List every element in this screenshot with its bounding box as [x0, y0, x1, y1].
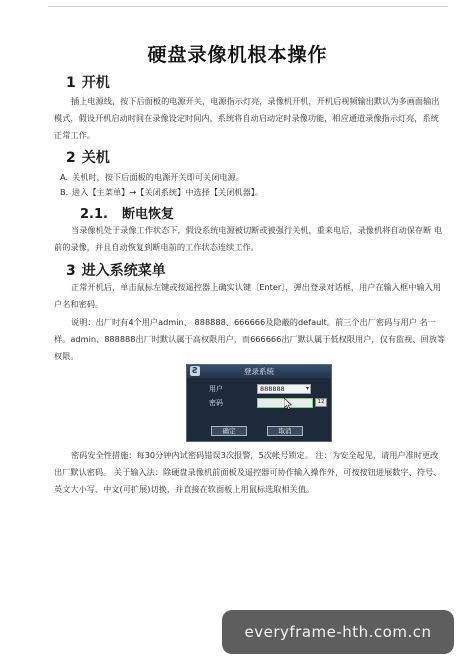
paragraph-power-recovery: 当录像机处于录像工作状态下，假设系统电源被切断或被强行关机，重来电后，录像机将自动保存断 电前的录像，并且自动恢复到断电前的工作状态连续工作。 [54, 225, 443, 252]
paragraph-security-notes: 密码安全性措施：每30分钟内试密码错误3次报警，5次帐号锁定。 注：为安全起见，请用户准时更改出厂默认密码。 关于输入法：除硬盘录像机前面板及遥控器可协作输入操作外，可按按钮进展数字、符号、英文大小写、中文(可扩展)切换，并直接在软面板上用鼠标选取相关值。 [54, 450, 442, 494]
ok-button[interactable]: 确定 [211, 426, 247, 436]
list-item-b [60, 185, 450, 199]
section-heading-enter-menu [66, 260, 166, 280]
section-number: 1 [66, 75, 76, 91]
document-title: 硬盘录像机根本操作 [147, 44, 328, 66]
paragraph-login-intro: 正常开机后，单击鼠标左键或按遥控器上确实认键〔Enter〕，弹出登录对话框，用户在输入框中输入用户名和密码。 [54, 282, 441, 309]
list-text: 进入【主菜单】→【关闭系统】中选择【关闭机器】。 [72, 187, 264, 197]
dropdown-arrow-icon: ▾ [305, 385, 309, 392]
paragraph-power-on: 插上电源线，按下后面板的电源开关，电源指示灯亮，录像机开机，开机后视频输出默认为多画面输出模式，假设开机启动时间在录像设定时间内，系统将自动启动定时录像功能，相应通道录像指示灯亮，系统正常工作。 [54, 96, 440, 140]
list-text: 关机时，按下后面板的电源开关即可关闭电源。 [72, 172, 244, 182]
user-label: 用户 [209, 385, 223, 393]
user-select[interactable] [257, 384, 311, 394]
subsection-heading-power-recovery [80, 203, 174, 222]
section-title: 关机 [81, 150, 110, 166]
user-select-value: 888888 [260, 385, 285, 393]
cancel-button[interactable]: 取消 [267, 426, 303, 436]
section-title: 断电恢复 [121, 207, 174, 222]
section-number: 2 [66, 150, 76, 166]
section-title: 开机 [81, 75, 110, 91]
password-label: 密码 [209, 399, 223, 407]
site-watermark: everyframe-hth.com.cn [222, 610, 454, 654]
login-dialog [186, 364, 332, 442]
header-rule [48, 6, 448, 7]
list-marker: A. [60, 172, 69, 182]
list-marker: B. [60, 187, 69, 197]
login-dialog-title: 登录系统 [244, 367, 274, 376]
section-number: 3 [66, 263, 76, 279]
section-number: 2.1. [80, 207, 108, 222]
keyboard-icon[interactable]: 12 [315, 398, 327, 407]
section-title: 进入系统菜单 [81, 263, 166, 279]
dvr-logo-icon: Ƨ [190, 366, 200, 376]
list-item-a [60, 170, 450, 184]
paragraph-default-users: 说明：出厂时有4个用户admin、 888888、666666及隐蔽的default。前三个出厂密码与用户 名一样。admin、888888出厂时默认属于高权限用户，而666666出厂默认属于低权限用户，仅有监视、回放等权限。 [54, 317, 446, 361]
section-heading-power-on [66, 72, 110, 92]
section-heading-power-off [66, 147, 110, 167]
mouse-cursor-icon [284, 398, 292, 410]
